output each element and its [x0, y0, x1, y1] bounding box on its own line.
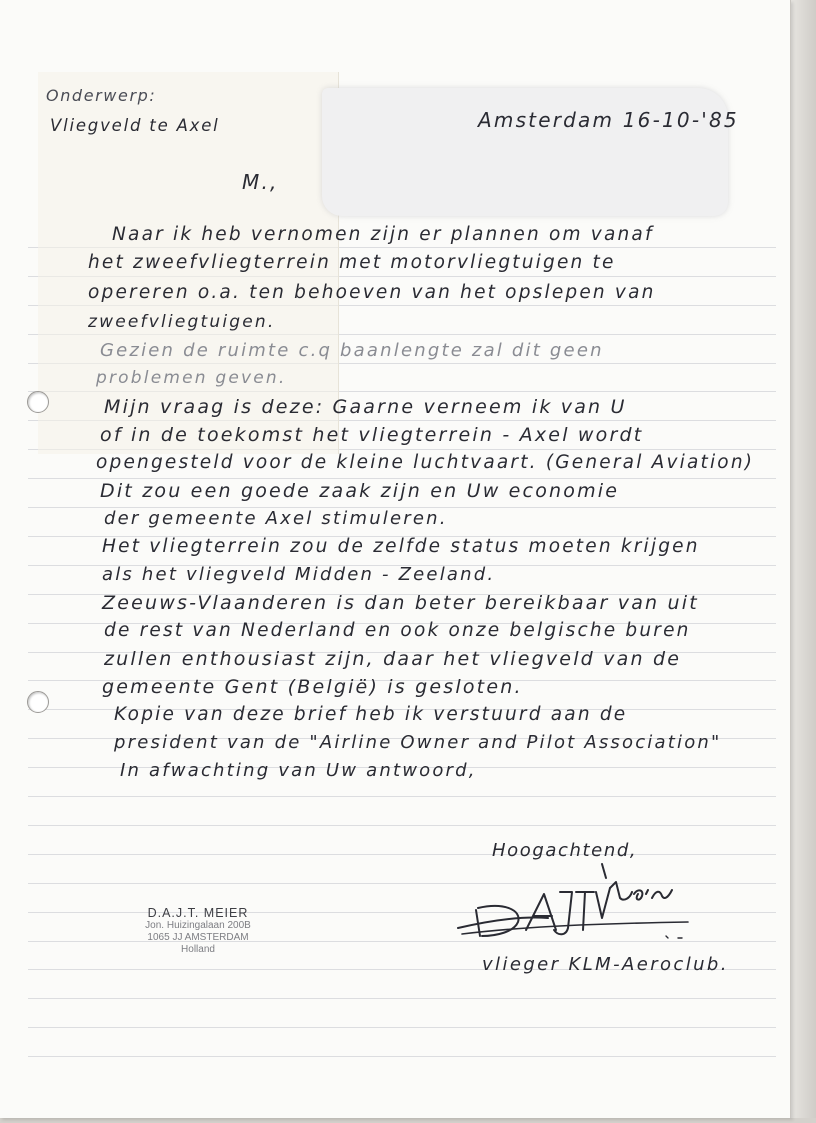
ruled-line — [28, 796, 776, 797]
subject-label: Onderwerp: — [46, 86, 157, 105]
body-line: opereren o.a. ten behoeven van het opslepen van — [88, 282, 656, 303]
body-line: Dit zou een goede zaak zijn en Uw economie — [100, 480, 620, 502]
ruled-line — [28, 478, 776, 479]
stamp-country: Holland — [181, 944, 215, 955]
body-line: In afwachting van Uw antwoord, — [120, 760, 477, 781]
punch-hole-top — [27, 391, 49, 413]
stamp-street: Jon. Huizingalaan 200B — [145, 920, 251, 931]
body-line: president van de "Airline Owner and Pilot Association" — [114, 732, 722, 753]
body-line: de rest van Nederland en ook onze belgische buren — [104, 620, 691, 641]
body-line: Zeeuws-Vlaanderen is dan beter bereikbaar van uit — [102, 592, 699, 614]
body-line: gemeente Gent (België) is gesloten. — [102, 676, 523, 698]
ruled-line — [28, 854, 776, 855]
body-line: of in de toekomst het vliegterrein - Axel wordt — [100, 424, 644, 446]
ruled-line — [28, 1056, 776, 1057]
page-edge-shadow — [790, 0, 816, 1123]
ruled-line — [28, 825, 776, 826]
body-line: zullen enthousiast zijn, daar het vliegveld van de — [104, 648, 682, 670]
body-line: Mijn vraag is deze: Gaarne verneem ik van U — [104, 396, 627, 418]
body-line: Het vliegterrein zou de zelfde status moeten krijgen — [102, 536, 700, 557]
page-bottom-edge — [0, 1118, 816, 1123]
body-line: Kopie van deze brief heb ik verstuurd aan de — [114, 704, 628, 725]
body-line: Naar ik heb vernomen zijn er plannen om vanaf — [112, 224, 654, 245]
salutation: M., — [242, 170, 279, 194]
handwritten-signature — [452, 858, 710, 944]
signatory-role: vlieger KLM-Aeroclub. — [482, 954, 729, 975]
stamp-city: 1065 JJ AMSTERDAM — [147, 932, 249, 943]
ruled-line — [28, 1027, 776, 1028]
address-stamp — [118, 906, 278, 956]
punch-hole-bottom — [27, 691, 49, 713]
place-and-date: Amsterdam 16-10-'85 — [478, 108, 739, 132]
body-line: het zweefvliegterrein met motorvliegtuigen te — [88, 252, 616, 273]
body-line: als het vliegveld Midden - Zeeland. — [102, 564, 496, 585]
body-line: Gezien de ruimte c.q baanlengte zal dit geen — [100, 340, 604, 361]
body-line: opengesteld voor de kleine luchtvaart. (General Aviation) — [96, 452, 755, 473]
subject-line: Vliegveld te Axel — [50, 116, 220, 135]
body-line: problemen geven. — [96, 368, 287, 388]
closing: Hoogachtend, — [492, 840, 638, 861]
stamp-name: D.A.J.T. MEIER — [147, 906, 249, 920]
body-line: zweefvliegtuigen. — [88, 312, 276, 332]
body-line: der gemeente Axel stimuleren. — [104, 508, 448, 529]
ruled-line — [28, 998, 776, 999]
